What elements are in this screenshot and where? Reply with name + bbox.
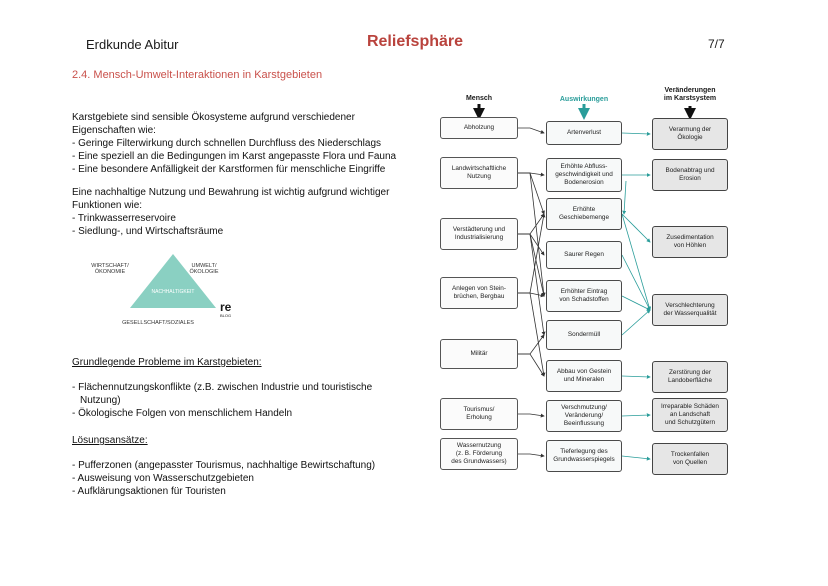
box-line: Erhöhte xyxy=(572,206,596,213)
box-line: Zusedimentation xyxy=(666,234,714,241)
solutions-title: Lösungsansätze: xyxy=(72,435,148,446)
usage-line: Eine nachhaltige Nutzung und Bewahrung ist wichtig aufgrund wichtiger xyxy=(72,187,390,198)
solution-line: - Pufferzonen (angepasster Tourismus, nachhaltige Bewirtschaftung) xyxy=(72,460,376,471)
impact-change-arrow xyxy=(622,310,650,335)
impact-box xyxy=(546,360,622,392)
box-line: Verarmung der xyxy=(668,126,712,133)
column-header-veraenderungen xyxy=(650,87,730,103)
box-line: Tieferlegung des xyxy=(560,448,608,455)
impact-change-arrow xyxy=(622,415,650,416)
cause-impact-arrow xyxy=(518,128,544,133)
impact-box xyxy=(546,440,622,472)
intro-line: - Geringe Filterwirkung durch schnellen Durchfluss des Niederschlags xyxy=(72,138,382,149)
box-line: des Grundwassers) xyxy=(451,458,507,465)
cause-impact-arrow xyxy=(518,214,544,234)
box-line: der Wasserqualität xyxy=(663,310,717,317)
intro-line: Karstgebiete sind sensible Ökosysteme aufgrund verschiedener xyxy=(72,112,355,123)
triangle-center-label: NACHHALTIGKEIT xyxy=(151,289,195,295)
box-line: Industrialisierung xyxy=(454,234,504,241)
human-cause-box-text xyxy=(451,442,506,466)
box-line: Verschmutzung/ xyxy=(561,404,607,411)
karst-change-box xyxy=(652,398,728,432)
box-line: Grundwasserspiegels xyxy=(553,456,615,463)
impact-box-text xyxy=(553,448,614,464)
human-cause-box xyxy=(440,117,518,139)
box-line: Verschlechterung xyxy=(665,302,715,309)
box-line: Erhöhte Abfluss- xyxy=(560,163,608,170)
box-line: Verstädterung und xyxy=(452,226,506,233)
impact-box-text xyxy=(557,368,611,384)
problems-title: Grundlegende Probleme im Karstgebieten: xyxy=(72,357,262,368)
impact-box-text xyxy=(555,163,613,187)
impact-box-text xyxy=(568,331,600,339)
intro-line: - Eine speziell an die Bedingungen im Karst angepasste Flora und Fauna xyxy=(72,151,397,162)
cause-impact-arrow xyxy=(518,293,544,296)
middle-to-right-arrows xyxy=(622,133,650,459)
problem-line: - Ökologische Folgen von menschlichem Handeln xyxy=(72,408,293,419)
human-cause-box-text xyxy=(464,406,495,422)
box-line: Erhöhter Eintrag xyxy=(560,288,608,295)
karst-change-box-text xyxy=(669,126,711,142)
triangle-bottom-label: GESELLSCHAFT/SOZIALES xyxy=(122,320,194,326)
human-cause-box-text xyxy=(452,285,506,301)
cause-impact-arrow xyxy=(518,414,544,416)
box-line: Irreparable Schäden xyxy=(661,403,719,410)
box-line: Trockenfallen xyxy=(670,451,710,458)
karst-change-box xyxy=(652,443,728,475)
human-cause-box xyxy=(440,218,518,250)
human-cause-box-text xyxy=(452,165,506,181)
impact-box xyxy=(546,241,622,269)
impact-box-text xyxy=(567,129,601,137)
impact-box xyxy=(546,198,622,230)
logo-subtext: BLOG xyxy=(220,313,232,318)
box-line: Erholung xyxy=(466,414,492,421)
impact-box xyxy=(546,158,622,192)
logo-text: re xyxy=(220,300,232,314)
triangle-left-line: ÖKONOMIE xyxy=(94,269,126,275)
box-line: Tourismus/ xyxy=(463,406,495,413)
box-line: Abholzung xyxy=(463,124,495,131)
human-cause-box xyxy=(440,398,518,430)
karst-change-box-text xyxy=(663,302,716,318)
impact-box-text xyxy=(564,251,604,259)
solution-line: - Aufklärungsaktionen für Touristen xyxy=(72,486,226,497)
left-to-middle-arrows xyxy=(518,128,544,456)
cause-impact-arrow xyxy=(518,214,544,293)
column-header-line: Veränderungen xyxy=(664,87,716,94)
karst-change-box-text xyxy=(671,451,709,467)
column-header-line: im Karstsystem xyxy=(663,95,717,102)
box-line: und Mineralen xyxy=(563,376,605,383)
impact-change-arrow xyxy=(622,296,650,310)
triangle-right-line: UMWELT/ xyxy=(191,263,217,269)
box-line: Artenverlust xyxy=(566,129,602,136)
intro-line: Eigenschaften wie: xyxy=(72,125,156,136)
box-line: Sondermüll xyxy=(567,331,601,338)
human-cause-box xyxy=(440,339,518,369)
human-cause-box-text xyxy=(464,124,494,132)
cause-impact-arrow xyxy=(518,454,544,456)
box-line: (z. B. Förderung xyxy=(455,450,503,457)
karst-change-box-text xyxy=(668,369,712,385)
solution-line: - Ausweisung von Wasserschutzgebieten xyxy=(72,473,254,484)
box-line: Beeinflussung xyxy=(563,420,605,427)
problem-line: - Flächennutzungskonflikte (z.B. zwischen Industrie und touristische xyxy=(72,382,373,393)
box-line: Geschiebemenge xyxy=(558,214,610,221)
box-line: von Schadstoffen xyxy=(559,296,609,303)
triangle-right-line: ÖKOLOGIE xyxy=(189,269,219,275)
impact-change-arrow xyxy=(622,376,650,377)
usage-line: - Trinkwasserreservoire xyxy=(72,213,176,224)
box-line: Landoberfläche xyxy=(667,377,713,384)
human-cause-box xyxy=(440,438,518,470)
section-title: 2.4. Mensch-Umwelt-Interaktionen in Karstgebieten xyxy=(72,69,323,81)
impact-box xyxy=(546,320,622,350)
box-line: Veränderung/ xyxy=(564,412,604,419)
box-line: geschwindigkeit und xyxy=(555,171,613,178)
karst-change-box-text xyxy=(665,167,714,183)
impact-box xyxy=(546,121,622,145)
page-number: 7/7 xyxy=(708,37,725,51)
karst-change-box xyxy=(652,294,728,326)
box-line: Wassernutzung xyxy=(456,442,502,449)
box-line: Anlegen von Stein- xyxy=(451,285,506,292)
impact-box-text xyxy=(559,206,609,222)
karst-change-box xyxy=(652,361,728,393)
human-cause-box xyxy=(440,157,518,189)
impact-box-text xyxy=(561,404,607,428)
impact-feedback-arrow xyxy=(624,181,626,214)
impact-box xyxy=(546,280,622,312)
box-line: Zerstörung der xyxy=(669,369,711,376)
impact-box xyxy=(546,400,622,432)
human-cause-box-text xyxy=(470,350,487,358)
box-line: an Landschaft xyxy=(669,411,711,418)
karst-change-box xyxy=(652,159,728,191)
box-line: Landwirtschaftliche xyxy=(451,165,507,172)
karst-change-box xyxy=(652,118,728,150)
box-line: Abbau von Gestein xyxy=(556,368,612,375)
cause-impact-arrow xyxy=(518,354,544,376)
intro-line: - Eine besondere Anfälligkeit der Karstformen für menschliche Eingriffe xyxy=(72,164,386,175)
usage-line: - Siedlung-, und Wirtschaftsräume xyxy=(72,226,224,237)
problem-line: Nutzung) xyxy=(80,395,121,406)
box-line: Bodenabtrag und xyxy=(665,167,715,174)
box-line: und Schutzgütern xyxy=(664,419,716,426)
header-subject: Erdkunde Abitur xyxy=(86,37,179,52)
usage-line: Funktionen wie: xyxy=(72,200,143,211)
box-line: brüchen, Bergbau xyxy=(453,293,505,300)
box-line: Militär xyxy=(470,350,488,357)
box-line: von Quellen xyxy=(672,459,708,466)
karst-change-box xyxy=(652,226,728,258)
box-line: von Höhlen xyxy=(673,242,707,249)
column-header-mensch: Mensch xyxy=(465,95,493,102)
impact-change-arrow xyxy=(622,133,650,134)
human-cause-box-text xyxy=(453,226,505,242)
box-line: Bodenerosion xyxy=(564,179,604,186)
karst-change-box-text xyxy=(661,403,719,427)
human-cause-box xyxy=(440,277,518,309)
header-title: Reliefsphäre xyxy=(366,33,464,50)
impact-box-text xyxy=(559,288,608,304)
box-line: Nutzung xyxy=(467,173,491,180)
box-line: Saurer Regen xyxy=(564,251,604,258)
box-line: Ökologie xyxy=(677,134,703,141)
karst-change-box-text xyxy=(666,234,713,250)
triangle-left-line: WIRTSCHAFT/ xyxy=(91,263,129,269)
impact-change-arrow xyxy=(622,456,650,459)
box-line: Erosion xyxy=(679,175,701,182)
column-header-auswirkungen: Auswirkungen xyxy=(559,96,609,103)
